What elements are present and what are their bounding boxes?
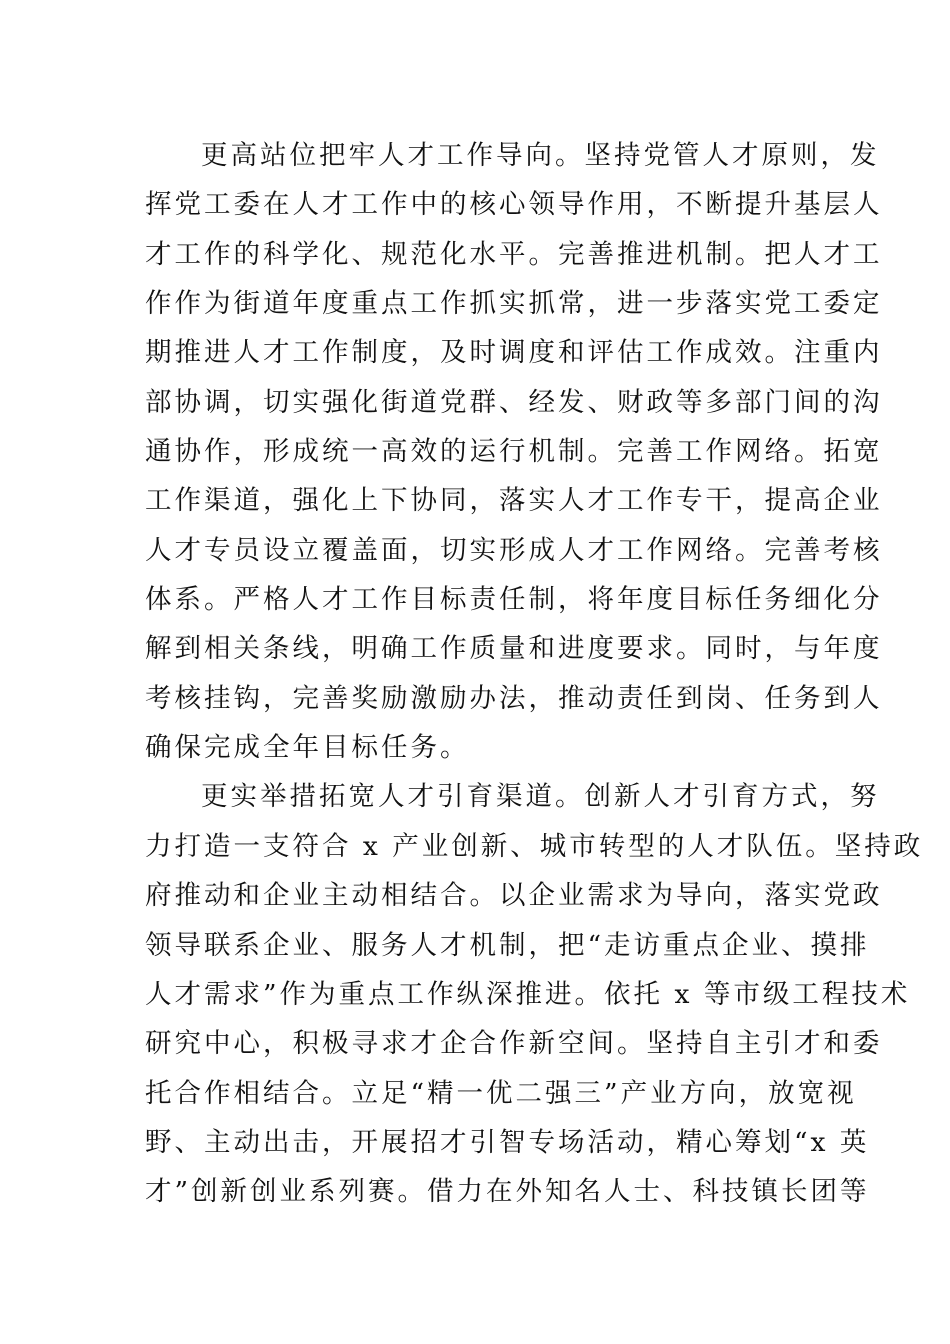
paragraph-1-line-12: 考核挂钩，完善奖励激励办法，推动责任到岗、任务到人 (145, 682, 883, 714)
paragraph-1-line-11: 解到相关条线，明确工作质量和进度要求。同时，与年度 (145, 633, 883, 665)
paragraph-2-line-6: 研究中心，积极寻求才企合作新空间。坚持自主引才和委 (145, 1028, 883, 1060)
paragraph-2-line-1: 更实举措拓宽人才引育渠道。创新人才引育方式，努 (201, 781, 880, 813)
paragraph-1-line-10: 体系。严格人才工作目标责任制，将年度目标任务细化分 (145, 584, 883, 616)
paragraph-1-line-6: 部协调，切实强化街道党群、经发、财政等多部门间的沟 (145, 386, 883, 418)
paragraph-1-line-9: 人才专员设立覆盖面，切实形成人才工作网络。完善考核 (145, 534, 883, 566)
paragraph-1-line-8: 工作渠道，强化上下协同，落实人才工作专干，提高企业 (145, 485, 883, 517)
paragraph-1-line-3: 才工作的科学化、规范化水平。完善推进机制。把人才工 (145, 238, 883, 270)
paragraph-1-line-5: 期推进人才工作制度，及时调度和评估工作成效。注重内 (145, 337, 883, 369)
paragraph-1-line-7: 通协作，形成统一高效的运行机制。完善工作网络。拓宽 (145, 436, 883, 468)
paragraph-2-line-8: 野、主动出击，开展招才引智专场活动，精心筹划“x 英 (145, 1126, 870, 1158)
paragraph-1-line-4: 作作为街道年度重点工作抓实抓常，进一步落实党工委定 (145, 288, 883, 320)
paragraph-1-line-2: 挥党工委在人才工作中的核心领导作用，不断提升基层人 (145, 189, 883, 221)
paragraph-2-line-7: 托合作相结合。立足“精一优二强三”产业方向，放宽视 (145, 1077, 857, 1109)
paragraph-2-line-2: 力打造一支符合 x 产业创新、城市转型的人才队伍。坚持政 (145, 830, 924, 862)
paragraph-1-line-13: 确保完成全年目标任务。 (145, 732, 470, 764)
document-body (145, 131, 924, 1217)
paragraph-2-line-9: 才”创新创业系列赛。借力在外知名人士、科技镇长团等 (145, 1176, 870, 1208)
paragraph-1-line-1: 更高站位把牢人才工作导向。坚持党管人才原则，发 (201, 140, 880, 171)
paragraph-2-line-3: 府推动和企业主动相结合。以企业需求为导向，落实党政 (145, 880, 883, 912)
paragraph-2-line-5: 人才需求”作为重点工作纵深推进。依托 x 等市级工程技术 (145, 978, 911, 1010)
paragraph-2-line-4: 领导联系企业、服务人才机制，把“走访重点企业、摸排 (145, 929, 870, 961)
